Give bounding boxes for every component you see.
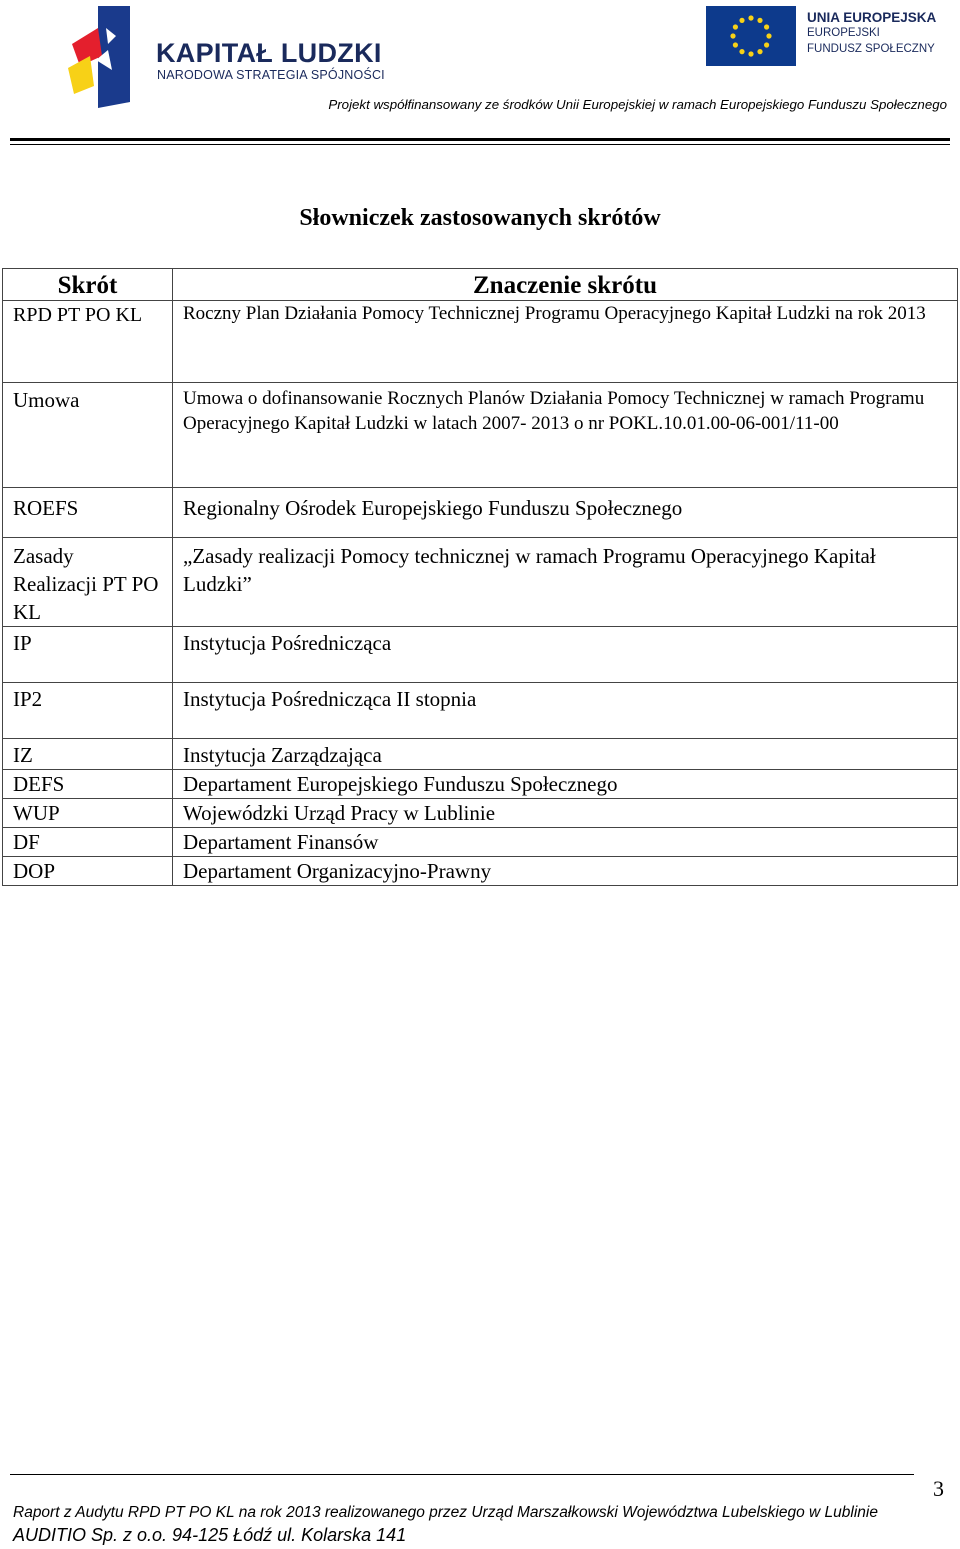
table-row bbox=[3, 799, 958, 828]
abbr-cell: DOP bbox=[3, 857, 173, 886]
eu-logo-line3: FUNDUSZ SPOŁECZNY bbox=[807, 43, 935, 55]
abbr-cell: ROEFS bbox=[3, 488, 173, 538]
meaning-cell: Instytucja Pośrednicząca bbox=[173, 627, 958, 683]
meaning-cell: Instytucja Pośrednicząca II stopnia bbox=[173, 683, 958, 739]
meaning-cell: Departament Europejskiego Funduszu Społecznego bbox=[173, 770, 958, 799]
abbr-cell: DEFS bbox=[3, 770, 173, 799]
project-cofinancing-note: Projekt współfinansowany ze środków Unii Europejskiej w ramach Europejskiego Funduszu Społecznego bbox=[328, 97, 947, 112]
column-header-abbr: Skrót bbox=[3, 269, 173, 301]
meaning-cell: Regionalny Ośrodek Europejskiego Funduszu Społecznego bbox=[173, 488, 958, 538]
abbr-cell: IP2 bbox=[3, 683, 173, 739]
eu-flag-icon bbox=[706, 6, 796, 66]
meaning-cell: Departament Finansów bbox=[173, 828, 958, 857]
meaning-cell: Departament Organizacyjno-Prawny bbox=[173, 857, 958, 886]
table-row bbox=[3, 383, 958, 488]
table-row bbox=[3, 857, 958, 886]
table-header-row bbox=[3, 269, 958, 301]
page-title: Słowniczek zastosowanych skrótów bbox=[299, 205, 661, 231]
column-header-meaning: Znaczenie skrótu bbox=[173, 269, 958, 301]
eu-logo-line2: EUROPEJSKI bbox=[807, 27, 880, 39]
page-number: 3 bbox=[933, 1476, 944, 1501]
abbr-cell: RPD PT PO KL bbox=[3, 301, 173, 383]
footer-divider bbox=[10, 1474, 914, 1475]
table-row bbox=[3, 828, 958, 857]
meaning-cell: „Zasady realizacji Pomocy technicznej w ramach Programu Operacyjnego Kapitał Ludzki” bbox=[173, 538, 958, 627]
footer-report-line: Raport z Audytu RPD PT PO KL na rok 2013 realizowanego przez Urząd Marszałkowski Województwa Lubelskiego w Lublinie bbox=[13, 1504, 878, 1521]
meaning-cell: Wojewódzki Urząd Pracy w Lublinie bbox=[173, 799, 958, 828]
kl-logo-title: KAPITAŁ LUDZKI bbox=[156, 38, 382, 68]
abbr-cell: DF bbox=[3, 828, 173, 857]
meaning-cell: Roczny Plan Działania Pomocy Technicznej Programu Operacyjnego Kapitał Ludzki na rok 2013 bbox=[173, 301, 958, 383]
table-row bbox=[3, 301, 958, 383]
table-row bbox=[3, 538, 958, 627]
abbr-cell: Zasady Realizacji PT PO KL bbox=[3, 538, 173, 627]
abbr-cell: IP bbox=[3, 627, 173, 683]
table-row bbox=[3, 488, 958, 538]
abbr-cell: IZ bbox=[3, 739, 173, 770]
footer-company-line: AUDITIO Sp. z o.o. 94-125 Łódź ul. Kolarska 141 bbox=[13, 1525, 407, 1545]
abbr-cell: WUP bbox=[3, 799, 173, 828]
abbreviations-table bbox=[2, 268, 958, 886]
table-row bbox=[3, 770, 958, 799]
header-divider-thick bbox=[10, 138, 950, 141]
eu-logo-line1: UNIA EUROPEJSKA bbox=[807, 10, 937, 25]
header-divider-thin bbox=[10, 144, 950, 145]
meaning-cell: Umowa o dofinansowanie Rocznych Planów Działania Pomocy Technicznej w ramach Programu Operacyjnego Kapitał Ludzki w latach 2007- 2013 o nr POKL.10.01.00-06-001/11-00 bbox=[173, 383, 958, 488]
table-row bbox=[3, 683, 958, 739]
kapital-ludzki-emblem-icon bbox=[68, 6, 134, 108]
table-row bbox=[3, 739, 958, 770]
kl-logo-subtitle: NARODOWA STRATEGIA SPÓJNOŚCI bbox=[157, 68, 385, 82]
table-row bbox=[3, 627, 958, 683]
meaning-cell: Instytucja Zarządzająca bbox=[173, 739, 958, 770]
abbr-cell: Umowa bbox=[3, 383, 173, 488]
